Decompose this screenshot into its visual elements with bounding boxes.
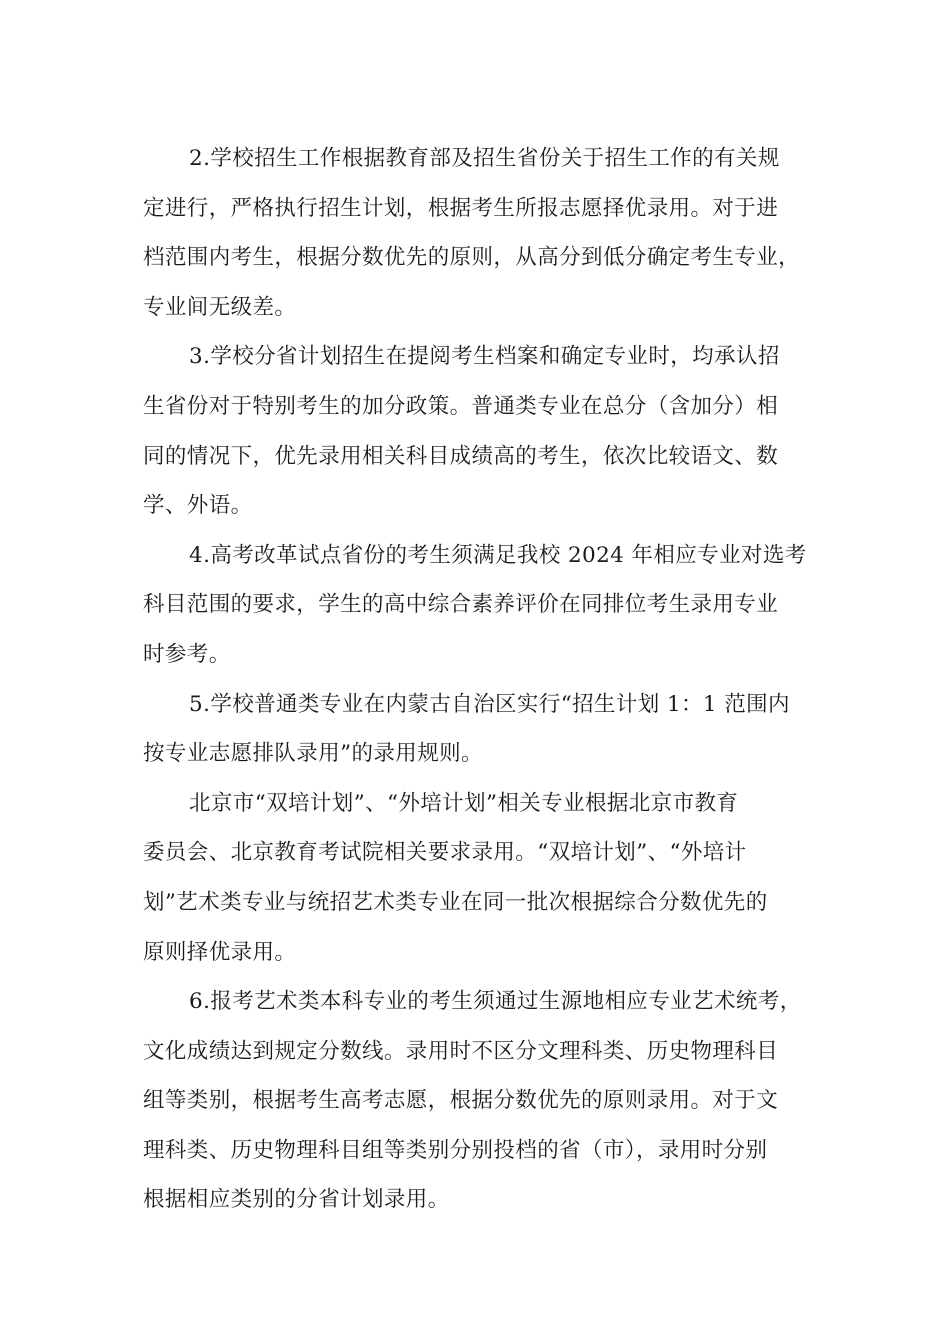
text-line: 划”艺术类专业与统招艺术类专业在同一批次根据综合分数优先的 <box>143 889 768 915</box>
text-line: 时参考。 <box>143 641 231 667</box>
text-line: 定进行，严格执行招生计划，根据考生所报志愿择优录用。对于进 <box>143 195 779 221</box>
paragraph-4 <box>143 531 829 680</box>
text-line: 6.报考艺术类本科专业的考生须通过生源地相应专业艺术统考， <box>189 989 802 1015</box>
text-line: 5.学校普通类专业在内蒙古自治区实行“招生计划 1：1 范围内 <box>189 691 790 717</box>
text-line: 北京市“双培计划”、“外培计划”相关专业根据北京市教育 <box>189 790 739 816</box>
paragraph-6 <box>143 977 829 1225</box>
paragraph-2 <box>143 134 829 332</box>
text-line: 生省份对于特别考生的加分政策。普通类专业在总分（含加分）相 <box>143 393 779 419</box>
text-line: 4.高考改革试点省份的考生须满足我校 2024 年相应专业对选考 <box>189 542 807 568</box>
document-body <box>143 134 829 1225</box>
text-line: 理科类、历史物理科目组等类别分别投档的省（市），录用时分别 <box>143 1137 768 1163</box>
text-line: 档范围内考生，根据分数优先的原则，从高分到低分确定考生专业， <box>143 245 801 271</box>
paragraph-3 <box>143 332 829 530</box>
text-line: 2.学校招生工作根据教育部及招生省份关于招生工作的有关规 <box>189 146 780 171</box>
text-line: 专业间无级差。 <box>143 294 297 320</box>
text-line: 同的情况下，优先录用相关科目成绩高的考生，依次比较语文、数 <box>143 443 779 469</box>
text-line: 原则择优录用。 <box>143 939 297 965</box>
text-line: 文化成绩达到规定分数线。录用时不区分文理科类、历史物理科目 <box>143 1038 779 1064</box>
text-line: 委员会、北京教育考试院相关要求录用。“双培计划”、“外培计 <box>143 840 747 866</box>
text-line: 按专业志愿排队录用”的录用规则。 <box>143 741 483 767</box>
paragraph-beijing <box>143 779 829 977</box>
paragraph-5 <box>143 680 829 779</box>
text-line: 根据相应类别的分省计划录用。 <box>143 1187 450 1213</box>
text-line: 学、外语。 <box>143 493 253 519</box>
text-line: 组等类别，根据考生高考志愿，根据分数优先的原则录用。对于文 <box>143 1088 779 1114</box>
text-line: 3.学校分省计划招生在提阅考生档案和确定专业时，均承认招 <box>189 344 780 370</box>
text-line: 科目范围的要求，学生的高中综合素养评价在同排位考生录用专业 <box>143 592 779 618</box>
